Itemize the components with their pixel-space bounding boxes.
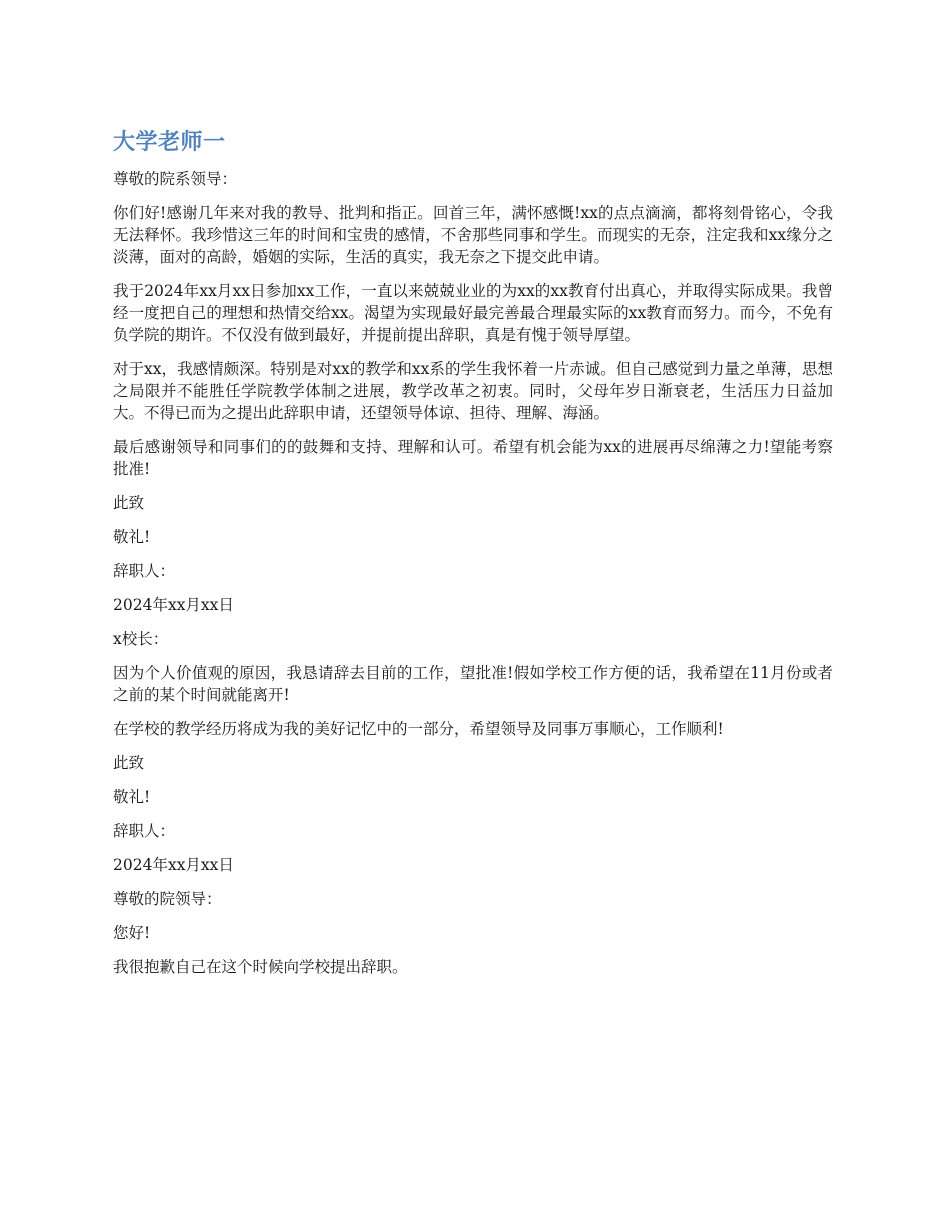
body-paragraph: 你们好!感谢几年来对我的教导、批判和指正。回首三年，满怀感慨!xx的点点滴滴，都将刻骨铭心，令我无法释怀。我珍惜这三年的时间和宝贵的感情，不舍那些同事和学生。而现实的无奈，注定我和xx缘分之淡薄，面对的高龄，婚姻的实际，生活的真实，我无奈之下提交此申请。 — [113, 204, 833, 266]
closing-line: 敬礼! — [113, 528, 151, 546]
body-paragraph: 因为个人价值观的原因，我恳请辞去目前的工作，望批准!假如学校工作方便的话，我希望在11月份或者之前的某个时间就能离开! — [113, 664, 833, 704]
salutation: x校长： — [113, 630, 169, 648]
greeting-line: 您好! — [113, 924, 151, 942]
signature-line: 辞职人： — [113, 822, 176, 840]
body-paragraph: 我很抱歉自己在这个时候向学校提出辞职。 — [113, 958, 408, 976]
closing-line: 敬礼! — [113, 788, 151, 806]
date-line: 2024年xx月xx日 — [113, 596, 234, 614]
date-line: 2024年xx月xx日 — [113, 856, 234, 874]
document-page — [113, 126, 833, 990]
closing-line: 此致 — [113, 494, 145, 512]
salutation: 尊敬的院领导： — [113, 890, 222, 908]
body-paragraph: 对于xx，我感情颇深。特别是对xx的教学和xx系的学生我怀着一片赤诚。但自己感觉到力量之单薄，思想之局限并不能胜任学院教学体制之进展，教学改革之初衷。同时，父母年岁日渐衰老，生活压力日益加大。不得已而为之提出此辞职申请，还望领导体谅、担待、理解、海涵。 — [113, 360, 833, 422]
document-body — [113, 168, 833, 978]
salutation: 尊敬的院系领导： — [113, 170, 238, 188]
document-title: 大学老师一 — [113, 130, 226, 155]
body-paragraph: 最后感谢领导和同事们的的鼓舞和支持、理解和认可。希望有机会能为xx的进展再尽绵薄之力!望能考察批准! — [113, 438, 833, 478]
signature-line: 辞职人： — [113, 562, 176, 580]
closing-line: 此致 — [113, 754, 145, 772]
body-paragraph: 我于2024年xx月xx日参加xx工作，一直以来兢兢业业的为xx的xx教育付出真心，并取得实际成果。我曾经一度把自己的理想和热情交给xx。渴望为实现最好最完善最合理最实际的xx教育而努力。而今，不免有负学院的期许。不仅没有做到最好，并提前提出辞职，真是有愧于领导厚望。 — [113, 282, 833, 344]
body-paragraph: 在学校的教学经历将成为我的美好记忆中的一部分，希望领导及同事万事顺心，工作顺利! — [113, 720, 724, 738]
